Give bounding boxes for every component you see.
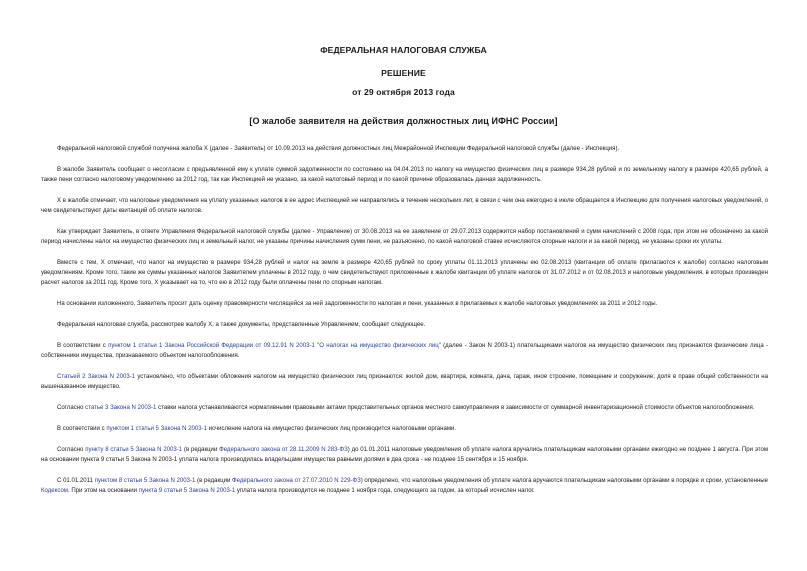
paragraph-text: Федеральная налоговая служба, рассмотрев жалобу Х, а также документы, представленные Управлением, сообщает следующее. xyxy=(57,322,426,329)
legal-reference-link[interactable]: пунктом 1 статьи 5 Закона N 2003-1 xyxy=(106,426,207,433)
paragraph-text: . При этом на основании xyxy=(67,488,139,495)
paragraph xyxy=(41,321,768,331)
legal-reference-link[interactable]: Федерального закона от 27.07.2010 N 229-ФЗ xyxy=(232,478,361,485)
legal-reference-link[interactable]: Федерального закона от 28.11.2009 N 283-ФЗ xyxy=(219,447,348,454)
paragraph-text: ) до 01.01.2011 налоговые уведомления об уплате налога вручались плательщикам налоговыми органами ежегодно не позднее 1 августа. При этом на основании пункта 9 статьи 5 Закона N 2003-1 уплата налога производилась владельцами имущества равными долями в два срока - не позднее 15 сентября и 15 ноября. xyxy=(41,447,768,464)
paragraph-text: (в редакции xyxy=(182,447,220,454)
paragraph xyxy=(41,259,768,289)
paragraph xyxy=(41,342,768,362)
paragraph xyxy=(41,145,768,155)
document-subject: [О жалобе заявителя на действия должностных лиц ИФНС России] xyxy=(249,116,558,126)
paragraph-text: ставки налога устанавливаются нормативными правовыми актами представительных органов местного самоуправления в зависимости от суммарной инвентаризационной стоимости объектов налогообложения. xyxy=(156,405,755,412)
paragraph-text: Согласно xyxy=(57,405,86,412)
paragraph xyxy=(41,300,768,310)
paragraph-text: В соответствии с xyxy=(57,343,109,350)
paragraph-text: ) определено, что налоговые уведомления об уплате налога вручаются плательщикам налоговыми органами в порядке и сроки, установленные xyxy=(360,478,768,485)
paragraph-text: (далее - Закон N 2003-1) плательщиками налогов на имущество физических лиц признаются физические лица - собственники имущества, признаваемого объектом налогообложения. xyxy=(41,343,768,360)
paragraph-text: уплата налога производится не позднее 1 ноября года, следующего за годом, за который исчислен налог. xyxy=(235,488,535,495)
legal-reference-link[interactable]: пунктом 1 статьи 1 Закона Российской Федерации от 09.12.91 N 2003-1 "О налогах на имущество физических лиц" xyxy=(108,343,441,350)
paragraph-text: установлено, что объектами обложения налогом на имущество физических лиц признаются: жилой дом, квартира, комната, дача, гараж, иное строение, помещение и сооружение; доля в праве общей собственности на вышеназванное имущество. xyxy=(41,374,768,391)
paragraph-text: Х в жалобе отмечает, что налоговые уведомления на уплату указанных налогов в ее адрес Инспекцией не направлялись в течение нескольких лет, в связи с чем она ежегодно в июле обращается в Инспекцию для получения налоговых уведомлений, о чем свидетельствуют даты квитанций об оплате налогов. xyxy=(41,198,768,214)
legal-reference-link[interactable]: пункту 8 статьи 5 Закона N 2003-1 xyxy=(85,447,183,454)
paragraph xyxy=(41,197,768,217)
legal-reference-link[interactable]: статье 3 Закона N 2003-1 xyxy=(85,405,157,412)
paragraph-text: (в редакции xyxy=(195,478,233,485)
paragraph xyxy=(41,477,768,497)
agency-title: ФЕДЕРАЛЬНАЯ НАЛОГОВАЯ СЛУЖБА xyxy=(320,45,487,55)
document-date: от 29 октября 2013 года xyxy=(352,87,455,97)
paragraph-text: Федеральной налоговой службой получена жалоба Х (далее - Заявитель) от 10.09.2013 на действия должностных лиц Межрайонной Инспекции Федеральной налоговой службы (далее - Инспекция). xyxy=(57,146,620,152)
paragraph xyxy=(41,228,768,248)
paragraph-text: В соответствии с xyxy=(57,426,107,433)
paragraph xyxy=(41,373,768,393)
document-type: РЕШЕНИЕ xyxy=(381,68,426,78)
paragraph xyxy=(41,446,768,466)
paragraph xyxy=(41,425,768,435)
legal-reference-link[interactable]: пункта 9 статьи 5 Закона N 2003-1 xyxy=(138,488,236,495)
paragraph-text: На основании изложенного, Заявитель просит дать оценку правомерности числящейся за ней задолженности по налогам и пени, указанных в прилагаемых к жалобе налоговых уведомлениях за 2011 и 2012 годы. xyxy=(57,301,658,307)
document-body xyxy=(41,145,768,508)
paragraph-text: В жалобе Заявитель сообщает о несогласии с предъявленной ему к уплате суммой задолженности по состоянию на 04.04.2013 по налогу на имущество физических лиц в размере 934,28 рублей и по земельному налогу в размере 420,65 рублей, а также пени согласно налоговому уведомлению за 2012 год, так как Инспекцией не указано, за какой налоговый период и по какой причине образовалась данная задолженность. xyxy=(41,167,768,183)
paragraph xyxy=(41,166,768,186)
paragraph-text: Вместе с тем, Х отмечает, что налог на имущество в размере 934,28 рублей и налог на земле в размере 420,65 рублей по сроку уплаты 01.11.2013 уплачены ею 02.08.2013 (квитанции об оплате прилагаются к жалобе) согласно налоговым уведомлениям. Кроме того, такие же суммы указанных налогов Заявителем уплачены в 2012 году, о чем свидетельствуют приложенные к жалобе квитанции об уплате налогов от 31.07.2012 и от 02.08.2013 и налоговые уведомления, в которых произведен расчет налогов за 2011 год. Кроме того, Х указывает на то, что ею в 2012 году были оплачены пени по спорным налогам. xyxy=(41,260,768,286)
paragraph-text: Как утверждает Заявитель, в ответе Управления Федеральной налоговой службы (далее - Управление) от 30.08.2013 на ее заявление от 29.07.2013 содержится набор постановлений и сумм начислений с 2008 года, при этом не обозначено за какой период начислены налог на имущество физических лиц и земельный налог, не указаны причины начисления сумм пени, не разъяснено, по какой налоговой ставке исчисляются спорные налоги и за какой период, не указаны сроки их уплаты. xyxy=(41,229,768,245)
paragraph-text: Согласно xyxy=(57,447,86,454)
paragraph-text: исчисление налога на имущество физических лиц производится налоговыми органами. xyxy=(206,426,457,433)
legal-reference-link[interactable]: пунктом 8 статьи 5 Закона N 2003-1 xyxy=(94,478,196,485)
paragraph xyxy=(41,404,768,414)
paragraph-text: С 01.01.2011 xyxy=(57,478,95,485)
legal-reference-link[interactable]: Статьей 2 Закона N 2003-1 xyxy=(57,374,136,381)
legal-reference-link[interactable]: Кодексом xyxy=(41,488,68,495)
